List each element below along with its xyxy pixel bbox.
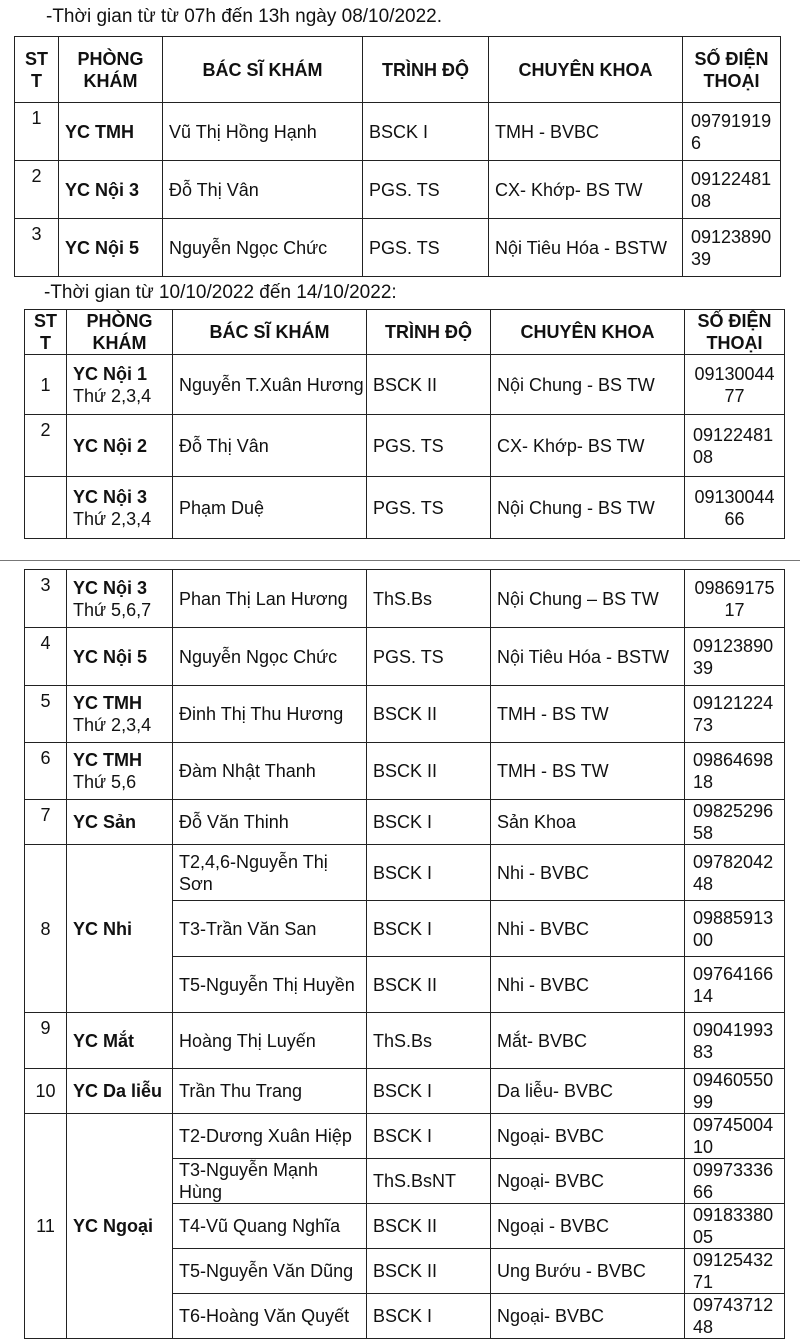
phone-number: 0913004477	[685, 355, 785, 415]
clinic-room	[67, 355, 173, 415]
qualification: BSCK I	[367, 845, 491, 901]
room-days: Thứ 5,6,7	[73, 599, 152, 620]
doctor-name: Nguyễn Ngọc Chức	[163, 219, 363, 277]
room-name: YC Nội 3	[73, 577, 148, 598]
room-name: YC TMH	[73, 750, 142, 770]
row-number: 9	[25, 1013, 67, 1069]
doctor-name: Nguyễn T.Xuân Hương	[173, 355, 367, 415]
doctor-name: Đàm Nhật Thanh	[173, 743, 367, 800]
specialty: Mắt- BVBC	[491, 1013, 685, 1069]
table-row	[25, 800, 785, 845]
room-name: YC TMH	[73, 693, 142, 713]
qualification: BSCK II	[367, 1249, 491, 1294]
row-number: 5	[25, 686, 67, 743]
row-number: 1	[25, 355, 67, 415]
phone-number: 0974500410	[685, 1114, 785, 1159]
row-number	[25, 477, 67, 539]
doctor-name: T2-Dương Xuân Hiệp	[173, 1114, 367, 1159]
qualification: BSCK I	[363, 103, 489, 161]
row-number: 8	[25, 845, 67, 1013]
phone-number: 0974371248	[685, 1294, 785, 1339]
qualification: ThS.Bs	[367, 1013, 491, 1069]
schedule-table-oct8	[14, 36, 781, 277]
table-row	[25, 1013, 785, 1069]
header-level: TRÌNH ĐỘ	[367, 310, 491, 355]
section1-caption: -Thời gian từ từ 07h đến 13h ngày 08/10/2022.	[46, 6, 443, 27]
table-header-row	[15, 37, 781, 103]
header-doctor: BÁC SĨ KHÁM	[173, 310, 367, 355]
specialty: CX- Khớp- BS TW	[489, 161, 683, 219]
doctor-name: Trần Thu Trang	[173, 1069, 367, 1114]
phone-number: 0913004466	[685, 477, 785, 539]
doctor-name: T5-Nguyễn Thị Huyền	[173, 957, 367, 1013]
clinic-room: YC Nội 2	[67, 415, 173, 477]
header-room: PHÒNG KHÁM	[59, 37, 163, 103]
qualification: BSCK II	[367, 355, 491, 415]
qualification: ThS.Bs	[367, 570, 491, 628]
doctor-name: Phan Thị Lan Hương	[173, 570, 367, 628]
header-stt: ST T	[25, 310, 67, 355]
header-room: PHÒNG KHÁM	[67, 310, 173, 355]
specialty: Ung Bướu - BVBC	[491, 1249, 685, 1294]
table-row	[15, 161, 781, 219]
header-level: TRÌNH ĐỘ	[363, 37, 489, 103]
specialty: Ngoại- BVBC	[491, 1114, 685, 1159]
phone-number: 0978204248	[685, 845, 785, 901]
phone-number: 0912389039	[685, 628, 785, 686]
phone-number: 0986469818	[685, 743, 785, 800]
specialty: TMH - BS TW	[491, 686, 685, 743]
doctor-name: Hoàng Thị Luyến	[173, 1013, 367, 1069]
qualification: PGS. TS	[363, 161, 489, 219]
header-doctor: BÁC SĨ KHÁM	[163, 37, 363, 103]
row-number: 1	[15, 103, 59, 161]
doctor-name: Đỗ Văn Thinh	[173, 800, 367, 845]
specialty: Nhi - BVBC	[491, 957, 685, 1013]
doctor-name: T6-Hoàng Văn Quyết	[173, 1294, 367, 1339]
room-name: YC Nội 1	[73, 363, 148, 384]
doctor-name: Đỗ Thị Vân	[173, 415, 367, 477]
clinic-room	[67, 743, 173, 800]
phone-number: 0986917517	[685, 570, 785, 628]
qualification: BSCK II	[367, 1204, 491, 1249]
clinic-room: YC Nhi	[67, 845, 173, 1013]
qualification: ThS.BsNT	[367, 1159, 491, 1204]
doctor-name: T3-Nguyễn Mạnh Hùng	[173, 1159, 367, 1204]
clinic-room	[67, 477, 173, 539]
specialty: Ngoại - BVBC	[491, 1204, 685, 1249]
schedule-table-oct10-14-continued	[24, 569, 785, 1339]
section2-caption: -Thời gian từ 10/10/2022 đến 14/10/2022:	[44, 282, 397, 303]
table-row	[25, 845, 785, 901]
row-number: 2	[25, 415, 67, 477]
table-row	[25, 415, 785, 477]
phone-number: 0912248108	[683, 161, 781, 219]
clinic-room: YC Nội 3	[59, 161, 163, 219]
phone-number: 0946055099	[685, 1069, 785, 1114]
specialty: Nội Tiêu Hóa - BSTW	[491, 628, 685, 686]
table-row	[25, 1114, 785, 1159]
row-number: 3	[25, 570, 67, 628]
specialty: Ngoại- BVBC	[491, 1159, 685, 1204]
doctor-name: Phạm Duệ	[173, 477, 367, 539]
specialty: Nội Chung - BS TW	[491, 477, 685, 539]
room-name: YC Nội 3	[73, 486, 148, 507]
table-row	[25, 743, 785, 800]
clinic-room: YC Mắt	[67, 1013, 173, 1069]
clinic-room: YC Ngoại	[67, 1114, 173, 1339]
phone-number: 097919196	[683, 103, 781, 161]
qualification: BSCK II	[367, 686, 491, 743]
qualification: BSCK II	[367, 957, 491, 1013]
row-number: 11	[25, 1114, 67, 1339]
qualification: BSCK II	[367, 743, 491, 800]
qualification: BSCK I	[367, 800, 491, 845]
specialty: Sản Khoa	[491, 800, 685, 845]
table-row	[25, 1069, 785, 1114]
row-number: 10	[25, 1069, 67, 1114]
header-specialty: CHUYÊN KHOA	[489, 37, 683, 103]
phone-number: 0976416614	[685, 957, 785, 1013]
header-stt: ST T	[15, 37, 59, 103]
phone-number: 0988591300	[685, 901, 785, 957]
specialty: Nội Chung - BS TW	[491, 355, 685, 415]
specialty: Da liễu- BVBC	[491, 1069, 685, 1114]
phone-number: 0918338005	[685, 1204, 785, 1249]
doctor-name: Vũ Thị Hồng Hạnh	[163, 103, 363, 161]
phone-number: 0912389039	[683, 219, 781, 277]
table-row	[15, 219, 781, 277]
phone-number: 0997333666	[685, 1159, 785, 1204]
phone-number: 0912122473	[685, 686, 785, 743]
phone-number: 0904199383	[685, 1013, 785, 1069]
header-phone: SỐ ĐIỆN THOẠI	[685, 310, 785, 355]
table-row	[25, 686, 785, 743]
specialty: Nhi - BVBC	[491, 845, 685, 901]
clinic-room: YC Da liễu	[67, 1069, 173, 1114]
qualification: BSCK I	[367, 1294, 491, 1339]
header-phone: SỐ ĐIỆN THOẠI	[683, 37, 781, 103]
qualification: BSCK I	[367, 1114, 491, 1159]
doctor-name: T2,4,6-Nguyễn Thị Sơn	[173, 845, 367, 901]
room-days: Thứ 5,6	[73, 772, 137, 792]
qualification: BSCK I	[367, 1069, 491, 1114]
specialty: CX- Khớp- BS TW	[491, 415, 685, 477]
clinic-room: YC Nội 5	[59, 219, 163, 277]
row-number: 6	[25, 743, 67, 800]
clinic-room	[67, 686, 173, 743]
doctor-name: T4-Vũ Quang Nghĩa	[173, 1204, 367, 1249]
room-days: Thứ 2,3,4	[73, 715, 152, 735]
table-row	[25, 477, 785, 539]
qualification: PGS. TS	[367, 415, 491, 477]
doctor-name: T3-Trần Văn San	[173, 901, 367, 957]
qualification: PGS. TS	[367, 477, 491, 539]
doctor-name: Đỗ Thị Vân	[163, 161, 363, 219]
room-days: Thứ 2,3,4	[73, 508, 152, 529]
specialty: Nội Chung – BS TW	[491, 570, 685, 628]
specialty: TMH - BS TW	[491, 743, 685, 800]
qualification: PGS. TS	[363, 219, 489, 277]
table-row	[25, 570, 785, 628]
qualification: BSCK I	[367, 901, 491, 957]
page-break-line	[0, 560, 800, 561]
clinic-room: YC TMH	[59, 103, 163, 161]
phone-number: 0912248108	[685, 415, 785, 477]
doctor-name: Đinh Thị Thu Hương	[173, 686, 367, 743]
specialty: Nội Tiêu Hóa - BSTW	[489, 219, 683, 277]
qualification: PGS. TS	[367, 628, 491, 686]
specialty: Ngoại- BVBC	[491, 1294, 685, 1339]
clinic-room: YC Sản	[67, 800, 173, 845]
row-number: 4	[25, 628, 67, 686]
row-number: 3	[15, 219, 59, 277]
room-days: Thứ 2,3,4	[73, 385, 152, 406]
row-number: 7	[25, 800, 67, 845]
clinic-room: YC Nội 5	[67, 628, 173, 686]
table-row	[25, 355, 785, 415]
schedule-table-oct10-14	[24, 309, 785, 539]
row-number: 2	[15, 161, 59, 219]
phone-number: 0912543271	[685, 1249, 785, 1294]
phone-number: 0982529658	[685, 800, 785, 845]
table-header-row	[25, 310, 785, 355]
specialty: Nhi - BVBC	[491, 901, 685, 957]
clinic-room	[67, 570, 173, 628]
table-row	[15, 103, 781, 161]
doctor-name: Nguyễn Ngọc Chức	[173, 628, 367, 686]
specialty: TMH - BVBC	[489, 103, 683, 161]
header-specialty: CHUYÊN KHOA	[491, 310, 685, 355]
table-row	[25, 628, 785, 686]
doctor-name: T5-Nguyễn Văn Dũng	[173, 1249, 367, 1294]
